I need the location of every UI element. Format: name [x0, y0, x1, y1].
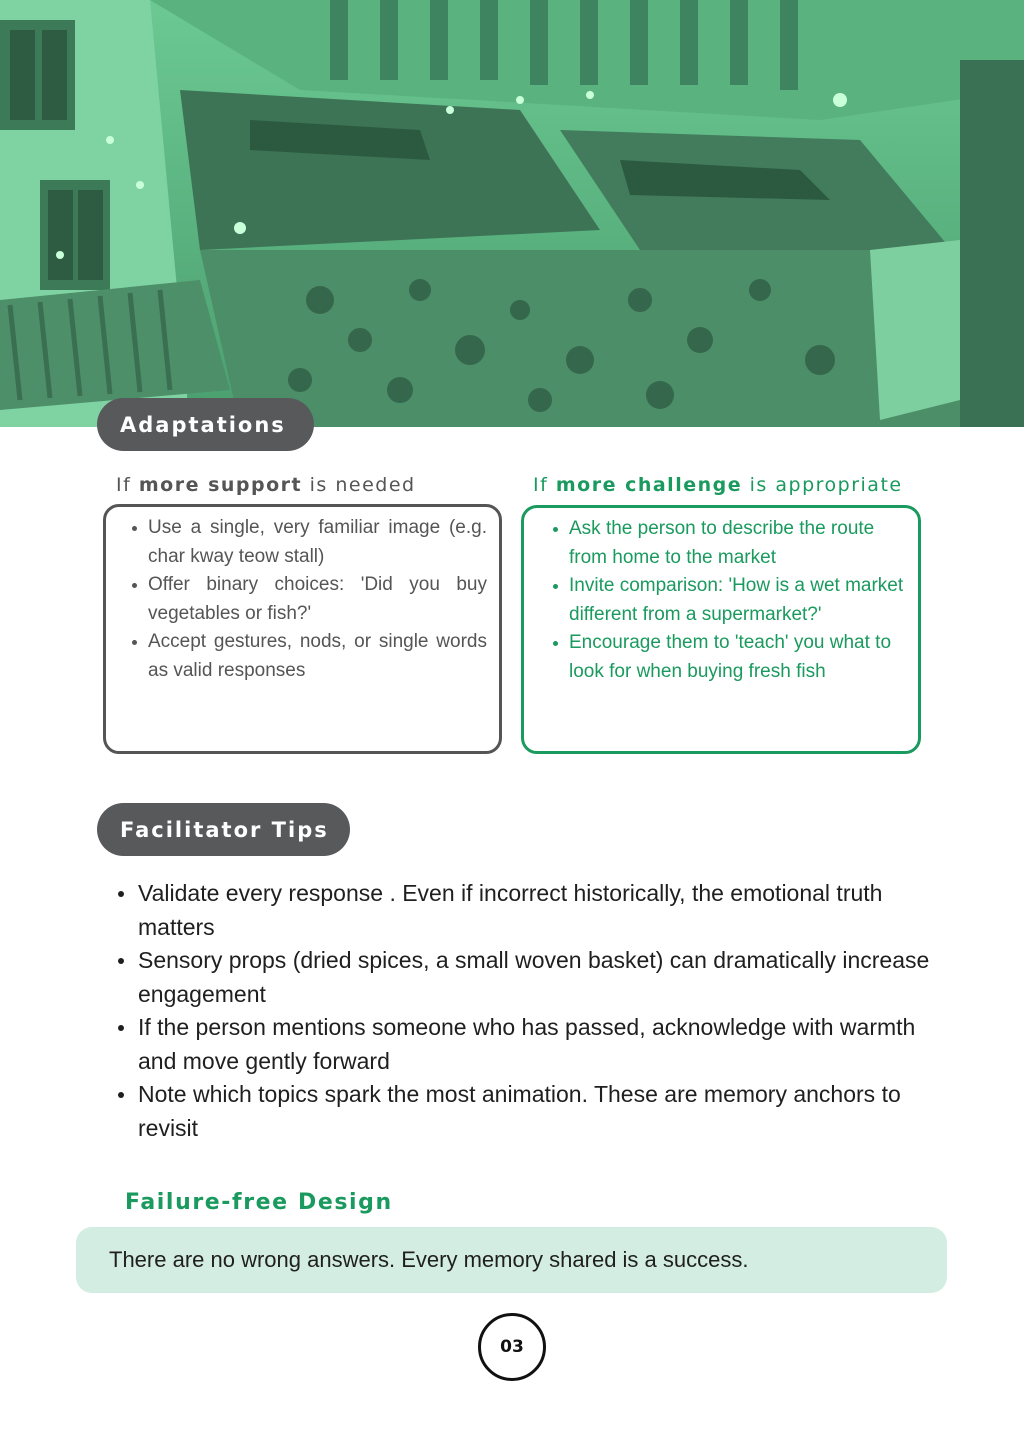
challenge-list-item: Ask the person to describe the route from home to the market: [569, 515, 914, 572]
adaptations-heading: [97, 398, 314, 451]
support-list-item: Use a single, very familiar image (e.g. char kway teow stall): [148, 514, 487, 571]
challenge-column-heading: [533, 474, 903, 496]
failure-free-text: There are no wrong answers. Every memory shared is a success.: [109, 1247, 749, 1272]
support-list: [148, 514, 487, 685]
facilitator-tips-heading-label: Facilitator Tips: [120, 817, 329, 842]
tip-list-item: Note which topics spark the most animation. These are memory anchors to revisit: [138, 1078, 938, 1145]
challenge-list-item: Invite comparison: 'How is a wet market different from a supermarket?': [569, 572, 914, 629]
support-head-bold: more support: [138, 474, 303, 496]
tip-list-item: Validate every response . Even if incorrect historically, the emotional truth matters: [138, 877, 938, 944]
facilitator-tips-list: [138, 877, 938, 1145]
support-list-item: Accept gestures, nods, or single words as valid responses: [148, 628, 487, 685]
support-head-pre: If: [116, 474, 139, 496]
page-number: [478, 1313, 546, 1381]
page-number-label: 03: [500, 1337, 524, 1357]
support-column-heading: [116, 474, 416, 496]
more-support-box: [103, 504, 502, 754]
support-head-post: is needed: [302, 474, 416, 496]
challenge-list-item: Encourage them to 'teach' you what to look for when buying fresh fish: [569, 629, 914, 686]
more-challenge-box: [521, 505, 921, 754]
failure-free-title: Failure-free Design: [125, 1190, 393, 1215]
challenge-list: [569, 515, 914, 686]
challenge-head-bold: more challenge: [555, 474, 743, 496]
adaptations-heading-label: Adaptations: [120, 412, 286, 437]
challenge-head-post: is appropriate: [742, 474, 903, 496]
tip-list-item: Sensory props (dried spices, a small woven basket) can dramatically increase engagement: [138, 944, 938, 1011]
street-market-photo-icon: [0, 0, 1024, 427]
tip-list-item: If the person mentions someone who has passed, acknowledge with warmth and move gently forward: [138, 1011, 938, 1078]
challenge-head-pre: If: [533, 474, 556, 496]
failure-free-callout: [76, 1227, 947, 1293]
facilitator-tips-heading: [97, 803, 350, 856]
hero-street-market-photo: [0, 0, 1024, 427]
support-list-item: Offer binary choices: 'Did you buy vegetables or fish?': [148, 571, 487, 628]
